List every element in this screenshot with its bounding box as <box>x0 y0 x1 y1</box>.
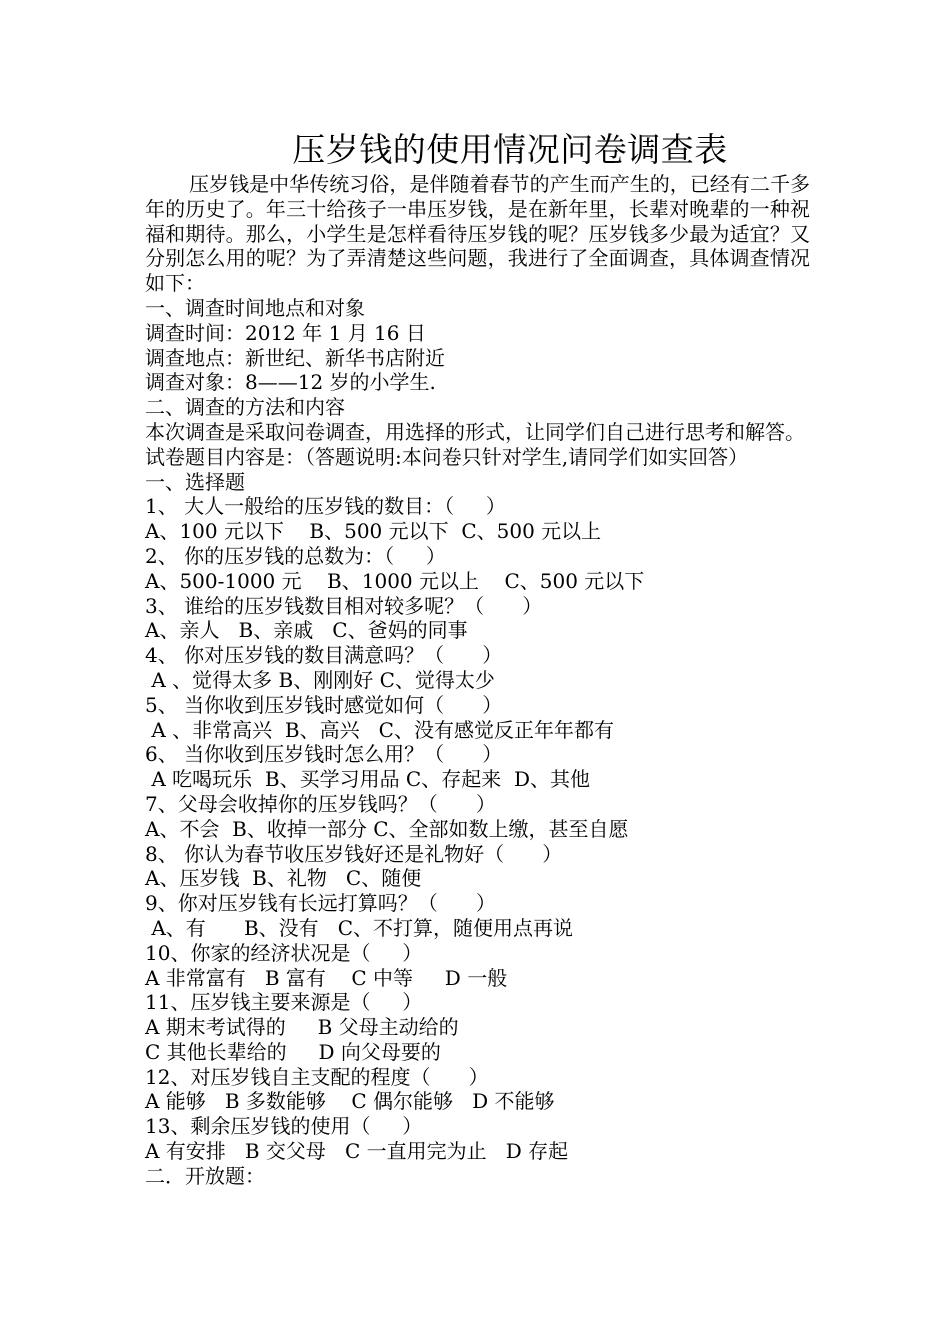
question-10-options: A 非常富有 B 富有 C 中等 D 一般 <box>145 965 508 990</box>
question-10: 10、你家的经济状况是（ ） <box>145 940 423 965</box>
question-3: 3、 谁给的压岁钱数目相对较多呢？（ ） <box>145 593 543 618</box>
question-list <box>145 494 810 1164</box>
question-1-options: A、100 元以下 B、500 元以下 C、500 元以上 <box>145 519 602 544</box>
question-7: 7、父母会收掉你的压岁钱吗？（ ） <box>145 791 496 816</box>
survey-subject: 调查对象：8——12 岁的小学生. <box>145 370 436 395</box>
question-3-options: A、亲人 B、亲戚 C、爸妈的同事 <box>145 618 468 643</box>
section-heading-time-place: 一、调查时间地点和对象 <box>145 295 365 320</box>
question-7-options: A、不会 B、收掉一部分 C、全部如数上缴，甚至自愿 <box>145 816 629 841</box>
question-2-options: A、500-1000 元 B、1000 元以上 C、500 元以下 <box>145 568 645 593</box>
document-title: 压岁钱的使用情况问卷调查表 <box>292 130 728 169</box>
question-5: 5、 当你收到压岁钱时感觉如何（ ） <box>145 692 503 717</box>
survey-time: 调查时间：2012 年 1 月 16 日 <box>145 320 426 345</box>
document-body <box>145 172 810 1189</box>
question-5-options: A 、非常高兴 B、高兴 C、没有感觉反正年年都有 <box>145 717 614 742</box>
question-13: 13、剩余压岁钱的使用（ ） <box>145 1114 423 1139</box>
choice-heading: 一、选择题 <box>145 469 245 494</box>
question-9: 9、你对压岁钱有长远打算吗？（ ） <box>145 891 496 916</box>
question-8: 8、 你认为春节收压岁钱好还是礼物好（ ） <box>145 841 563 866</box>
question-13-options: A 有安排 B 交父母 C 一直用完为止 D 存起 <box>145 1139 569 1164</box>
section-heading-method: 二、调查的方法和内容 <box>145 395 345 420</box>
question-11-options-b: C 其他长辈给的 D 向父母要的 <box>145 1039 441 1064</box>
question-12-options: A 能够 B 多数能够 C 偶尔能够 D 不能够 <box>145 1089 555 1114</box>
question-4: 4、 你对压岁钱的数目满意吗？（ ） <box>145 643 503 668</box>
intro-paragraph: 压岁钱是中华传统习俗，是伴随着春节的产生而产生的，已经有二千多年的历史了。年三十给孩子一串压岁钱，是在新年里，长辈对晚辈的一种祝福和期待。那么，小学生是怎样看待压岁钱的呢？压岁钱多少最为适宜？又分别怎么用的呢？为了弄清楚这些问题，我进行了全面调查，具体调查情况如下： <box>145 172 810 296</box>
question-8-options: A、压岁钱 B、礼物 C、随便 <box>145 866 422 891</box>
question-11: 11、压岁钱主要来源是（ ） <box>145 990 423 1015</box>
question-12: 12、对压岁钱自主支配的程度（ ） <box>145 1064 489 1089</box>
question-11-options-a: A 期末考试得的 B 父母主动给的 <box>145 1015 459 1040</box>
open-question-heading: 二．开放题： <box>145 1163 265 1188</box>
question-6: 6、 当你收到压岁钱时怎么用？（ ） <box>145 742 503 767</box>
method-paragraph: 本次调查是采取问卷调查，用选择的形式，让同学们自己进行思考和解答。 <box>145 419 805 444</box>
question-6-options: A 吃喝玩乐 B、买学习用品 C、存起来 D、其他 <box>145 767 590 792</box>
question-2: 2、 你的压岁钱的总数为：（ ） <box>145 543 446 568</box>
survey-place: 调查地点：新世纪、新华书店附近 <box>145 345 445 370</box>
question-1: 1、 大人一般给的压岁钱的数目：（ ） <box>145 494 506 519</box>
question-9-options: A、有 B、没有 C、不打算，随便用点再说 <box>145 915 574 940</box>
paper-intro: 试卷题目内容是：（答题说明:本问卷只针对学生,请同学们如实回答） <box>145 444 749 469</box>
question-4-options: A 、觉得太多 B、刚刚好 C、觉得太少 <box>145 667 495 692</box>
